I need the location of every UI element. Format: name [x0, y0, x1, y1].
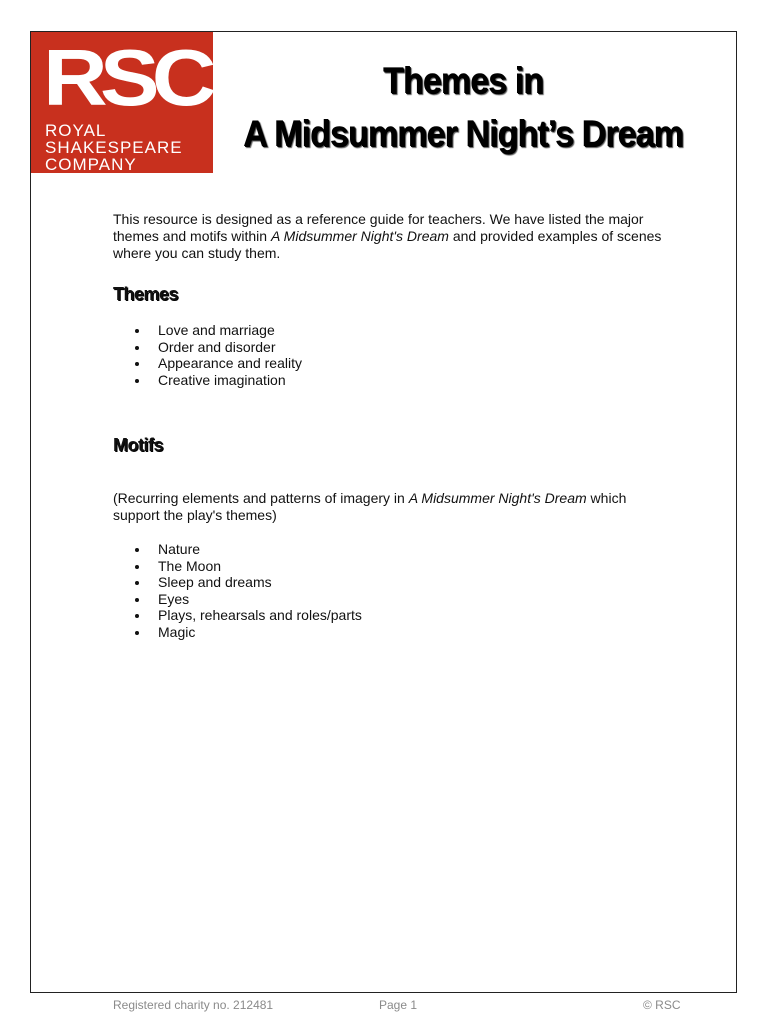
list-item: Order and disorder — [113, 339, 302, 356]
logo-line-company: COMPANY — [45, 155, 137, 174]
title-line-2: A Midsummer Night’s Dream — [243, 113, 683, 154]
intro-text-2: and provided examples of scenes where you can study them. — [113, 228, 662, 261]
intro-paragraph — [113, 211, 673, 262]
list-item: Love and marriage — [113, 322, 302, 339]
footer-charity: Registered charity no. 212481 — [113, 998, 274, 1012]
motifs-note — [113, 490, 653, 524]
motifs-note-text-2: which support the play's themes) — [113, 490, 627, 523]
footer-copyright: © RSC — [643, 998, 681, 1012]
list-item: Creative imagination — [113, 372, 302, 389]
logo-line-shakespeare: SHAKESPEARE — [45, 138, 183, 157]
intro-text-1: This resource is designed as a reference guide for teachers. We have listed the major themes and motifs within — [113, 211, 644, 244]
footer-page-number: Page 1 — [379, 998, 418, 1012]
themes-heading: Themes — [113, 284, 179, 304]
themes-list — [113, 322, 302, 388]
list-item: Magic — [113, 624, 362, 641]
list-item: Plays, rehearsals and roles/parts — [113, 607, 362, 624]
intro-play-title: A Midsummer Night's Dream — [270, 228, 449, 244]
list-item: Nature — [113, 541, 362, 558]
motifs-note-text-1: (Recurring elements and patterns of imagery in — [113, 490, 409, 506]
logo-mark: RSC — [43, 33, 209, 122]
document-title — [213, 54, 713, 160]
logo-line-royal: ROYAL — [45, 121, 107, 140]
list-item: Appearance and reality — [113, 355, 302, 372]
title-line-1: Themes in — [382, 60, 544, 101]
list-item: Sleep and dreams — [113, 574, 362, 591]
motifs-list — [113, 541, 362, 641]
list-item: The Moon — [113, 558, 362, 575]
list-item: Eyes — [113, 591, 362, 608]
motifs-note-play-title: A Midsummer Night's Dream — [408, 490, 587, 506]
motifs-heading: Motifs — [113, 435, 163, 455]
document-body — [113, 211, 673, 640]
rsc-logo — [31, 32, 213, 173]
